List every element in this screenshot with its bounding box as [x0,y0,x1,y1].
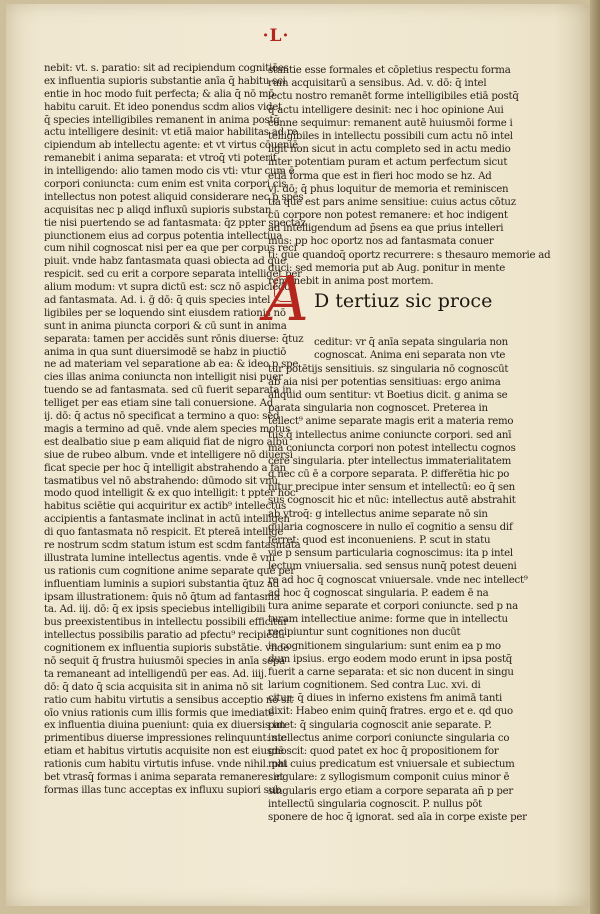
right-column [264,64,551,824]
left-column [44,62,306,797]
text-line: piuit. vnde habz fantasmata quasi obiecta ad que [44,256,286,268]
text-line: siue de rubeo album. vnde et intelligere nō diuersi [44,449,293,461]
text-line: vie p sensum particularia cognoscimus: ita p intel [268,548,513,560]
text-line: ne ad materiam vel separatione ab ea: & ideo p spe [44,359,299,371]
text-line: cenne sequimur: remanent autē huiusmōi forme i [268,117,513,129]
folio-mark: ·L· [262,26,290,46]
text-line: stantie esse formales et cōpletius respectu forma [268,65,511,76]
text-line: cipiendum ab intellectu agente: et vt virtus cōueniē [44,140,298,152]
text-line: cies illas anima coniuncta non intelligit nisi puer [44,372,283,384]
text-line: bet vtrasq̄ formas i anima separata remanere: et [44,771,284,783]
text-line: habitus sciētie qui acquiritur ex actib⁹ intellectus [44,501,287,513]
section-heading-text: D tertiuz sic proce [314,290,493,313]
text-line: inter potentiam puram et actum perfectum sicut [268,157,508,169]
manuscript-page [6,4,590,906]
text-line: intellectus non potest aliquid considerare nec p spēs [44,191,304,203]
text-line: gnoscit: quod patet ex hoc q̄ propositionem for [268,746,499,757]
text-line: singularis ergo etiam a corpore separata an̄ p per [268,785,514,797]
text-line: etiā forma que est in fieri hoc modo se hz. Ad [268,170,492,182]
text-line: vj. dō: q̄ phus loquitur de memoria et reminiscen [268,183,509,195]
text-line: influentiam luminis a supiori substantia q̄tuz ad [44,578,280,590]
text-line: anima in qua sunt diuersimodē se habz in piuctiō [44,346,287,358]
text-line: lectu nostro remanēt forme intelligibiles etiā postq̄ [268,91,519,103]
text-line: separata: tamen per accidēs sunt rōnis diuerse: q̄tuz [44,333,304,345]
text-line: ligibiles per se loquendo sint eiusdem rationis nō [44,307,286,319]
text-line: rationis cum habitu virtutis infuse. vnde nihil. phi [44,759,288,771]
text-line: actu intelligere desinit: vt etiā maior habilitas ad re [44,127,298,139]
text-line: ad fantasmata. Ad. i. ḡ dō: q̄ quis species intel [44,295,271,307]
right-column-top-text [268,64,551,288]
text-line: recipiuntur sunt cognitiones non ducūt [268,627,461,639]
text-line: sus cognoscit hic et nūc: intellectus autē abstrahit [268,495,516,507]
text-line: ti: que quandoq̄ oportz recurrere: s thesauro memorie ad [268,249,551,261]
text-line: nitur precipue inter sensum et intellectū: eo q̄ sen [268,482,515,494]
text-line: cū corpore non potest remanere: et hoc indigent [268,210,508,222]
text-line: ta. Ad. iij. dō: q̄ ex ipsis speciebus intelligibili [44,604,266,616]
page-edge-shadow [590,0,600,914]
text-line: turam intellectiue anime: forme que in intellectu [268,614,508,626]
text-line: cognitionem ex influentia supioris substātie. vnde [44,643,290,655]
text-line: nō sequit q̄ frustra huiusmōi species in anīa sepa [44,655,285,667]
text-line: in intelligendo: alio tamen modo cis vti: vtur cum ē [44,166,295,178]
text-line: intellectus possibilis paratio ad pfectu⁹ recipiēdū [44,630,285,642]
text-line: tuendo se ad fantasmata. sed cū fuerit separata in [44,385,292,397]
text-line: ex influentia supioris substantie anīa q̄ habitu sci [44,75,286,87]
text-line: lectum vniuersalia. sed sensus nunq̄ potest deueni [268,561,517,573]
text-line: fuerit a carne separata: et sic non ducent in singu [268,666,514,678]
text-line: di quo fantasmata nō respicit. Et ptereā intellige [44,527,284,539]
text-line: telligibiles in intellectu possibili cum actu nō intel [268,130,513,142]
text-line: ab vtroq̄: g intellectus anime separate nō sin [268,508,488,520]
text-line: magis a termino ad quē. vnde alem species motus [44,423,291,435]
text-line: entie in hoc modo fuit perfecta; & alia q̄ nō mō [44,88,275,100]
text-line: nebit: vt. s. paratio: sit ad recipiendum cognitiōes [44,63,289,74]
text-line: parata singularia non cognoscet. Preterea in [268,403,488,415]
text-line: corpori coniuncta: cum enim est vnita corpori cis [44,179,287,191]
text-line: tie nisi puertendo se ad fantasmata: q̄z ppter spectaz [44,217,306,229]
text-line: tur potētijs sensitiuis. sz singularia nō cognoscūt [268,363,509,375]
text-line: remanebit i anima separata: et vtroq̄ vti poterit [44,153,277,165]
text-line: ab aia nisi per potentias sensitiuas: ergo anima [268,376,501,388]
text-line: ficat specie per hoc q̄ intelligit abstrahendo a fan [44,462,286,474]
text-line: ad intelligendum ad p̄sens ea que prius intelleri [268,223,504,235]
text-line: mus: pp hoc oportz nos ad fantasmata conuer [268,236,494,248]
text-line: cere singularia. pter intellectus immaterialitatem [268,455,512,467]
text-line: habitu caruit. Et ideo ponendus scdm alios videt [44,101,282,113]
text-line: tus q̄ intellectus anime coniuncte corpori. sed anī [268,429,512,441]
text-line: re nostrum scdm statum istum est scdm fantasmata [44,539,301,551]
text-line: bus preexistentibus in intellectu possibili efficitur [44,617,288,629]
text-line: primentibus diuerse impressiones relinquunt: sic [44,733,286,745]
text-line: mat cuius predicatum est vniuersale et subiectum [268,759,515,771]
text-line: respicit. sed cu erit a corpore separata intelliget per [44,269,302,281]
text-line: sponere de hoc q̄ ignorat. sed aīa in corpe existe per [268,811,527,823]
right-column-bottom-text [268,363,528,825]
text-line: tasmatibus vel nō abstrahendo: dūmodo sit vnū [44,475,278,487]
text-line: intellectū singularia cognoscit. P. nullus pōt [268,798,482,810]
text-line: dixit: Habeo enim quinq̄ fratres. ergo et e. qd quo [268,706,513,718]
text-line: cum nihil cognoscat nisi per ea que per corpus reci [44,243,297,255]
text-line: ceditur: vr q̄ anīa sepata singularia non [314,337,508,349]
text-line: ferret: quod est inconueniens. P. scut in statu [268,535,491,546]
text-line: remanebit in anima post mortem. [268,276,434,287]
text-line: telliget per eas etiam sine tali conuersione. Ad [44,398,274,410]
text-line: rum acquisitarū a sensibus. Ad. v. dō: q̄ intel [268,78,487,90]
text-line: ma coniuncta corpori non potest intellectu cognos [268,442,516,454]
text-line: modo quod intelligit & ex quo intelligit: t ppter hoc [44,488,296,500]
text-line: ta remaneant ad intelligendū per eas. Ad. iiij. [44,668,267,680]
text-line: oīo vnius rationis cum illis formis que imediate [44,707,275,719]
text-line: us rationis cum cognitione anime separate quē per [44,565,295,577]
text-line: ratio cum habitu virtutis a sensibus acceptio nō sit [44,694,293,706]
text-line: ad hoc q̄ cognoscat singularia. P. eadem ē na [268,587,489,599]
text-line: etiam et habitus virtutis acquisite non est eiusdē [44,746,284,758]
text-line: q̄ actu intelligere desinit: nec i hoc opinione Aui [268,104,504,116]
text-line: sunt in anima piuncta corpori & cū sunt in anima [44,320,287,332]
text-line: accipientis a fantasmate inclinat in actū intelligen [44,514,290,526]
text-line: aliquid oum sentitur: vt Boetius dicit. g anima se [268,389,508,401]
text-line: dum ipsius. ergo eodem modo erunt in ipsa postq̄ [268,653,513,665]
text-line: ex influentia diuina pueniunt: quia ex diuersis im [44,720,286,732]
text-line: duci: sed memoria put ab Aug. ponitur in mente [268,262,505,274]
text-line: alium modum: vt supra dictū est: scz nō aspiciēdo [44,282,291,294]
text-line: gularia cognoscere in nullo eī cognitio a sensu dif [268,521,513,533]
text-line: q̄ species intelligibiles remanent in anima postq̄ [44,114,280,126]
text-line: ij. dō: q̄ actus nō specificat a termino a quo: sed [44,411,280,423]
text-line: piunctionem eius ad corpus potentia intellectiua [44,230,283,242]
text-line: tura anime separate et corpori coniuncte. sed p na [268,600,518,612]
text-line: re ad hoc q̄ cognoscat vniuersale. vnde nec intellect⁹ [268,574,528,586]
text-line: tellect⁹ anime separate magis erit a materia remo [268,416,514,428]
text-line: est dealbatio siue p eam aliquid fiat de nigro albū [44,436,289,448]
text-line: in cognitionem singularium: sunt enim ea p mo [268,640,501,652]
text-line: ipsam illustrationem: q̄uis nō q̄tum ad fantasma [44,591,280,603]
text-line: larium cognitionem. Sed contra Luc. xvi. di [268,680,481,692]
text-line: ligit non sicut in actu completo sed in actu medio [268,144,511,156]
text-line: dō: q̄ dato q̄ scia acquisita sit in anima nō sit [44,681,263,693]
text-line: cognoscat. Anima eni separata non vte [314,350,506,362]
text-line: singulare: z syllogismum componit cuius minor ē [268,772,510,784]
text-line: acquisitas nec p aliqd influxū supioris substan [44,204,272,216]
text-line: intellectus anime corpori coniuncte singularia co [268,732,510,744]
red-initial-letter: A [264,262,309,336]
text-line: formas illas tunc acceptas ex influxu supiori sub [44,784,282,796]
text-line: citur: q̄ diues in inferno existens fm animā tanti [268,693,503,705]
text-line: g nec cū ē a corpore separata. P. differētia hic po [268,469,510,481]
text-line: illustrata lumine intellectus agentis. vnde ē vni [44,552,275,564]
text-line: tia que est pars anime sensitiue: cuius actus cōtuz [268,196,516,208]
text-line: patet: q̄ singularia cognoscit anie separate. P. [268,719,492,731]
heading-continuation-text [314,336,508,362]
